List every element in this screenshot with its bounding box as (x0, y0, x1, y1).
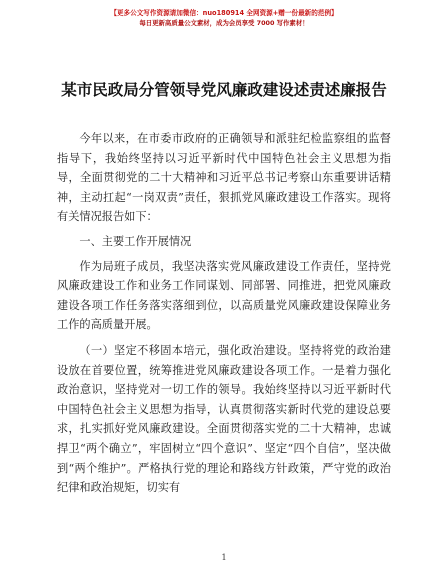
body-paragraph: 作为局班子成员，我坚决落实党风廉政建设工作责任，坚持党风廉政建设工作和业务工作同谋划、同部署、同推进，把党风廉政建设各项工作任务落实落细到位，以高质量党风廉政建设保障业务工作的高质量开展。 (57, 259, 391, 332)
promo-banner (0, 8, 448, 28)
body-paragraph: （一）坚定不移固本培元，强化政治建设。坚持将党的政治建设放在首要位置，统筹推进党风廉政建设各项工作。一是着力强化政治意识，坚持党对一切工作的领导。我始终坚持以习近平新时代中国特色社会主义思想为指导，认真贯彻落实新时代党的建设总要求，扎实抓好党风廉政建设。全面贯彻落实党的二十大精神，忠诚捍卫“两个确立”，牢固树立“四个意识”、坚定“四个自信”，坚决做到“两个维护”。严格执行党的理论和路线方针政策，严守党的政治纪律和政治规矩，切实有 (57, 343, 391, 495)
promo-line-2: 每日更新高质量公文素材，成为会员享受 7000 写作素材！ (139, 19, 309, 27)
promo-line-1: 【更多公文写作资源请加微信：nuo180914 全网资源+赠一份最新的范例】 (110, 9, 338, 17)
section-heading: 一、主要工作开展情况 (79, 234, 192, 248)
page-number: 1 (221, 553, 227, 562)
intro-paragraph: 今年以来，在市委市政府的正确领导和派驻纪检监察组的监督指导下，我始终坚持以习近平新时代中国特色社会主义思想为指导，全面贯彻党的二十大精神和习近平总书记考察山东重要讲话精神，主动扛起“一岗双责”责任，狠抓党风廉政建设工作落实。现将有关情况报告如下： (57, 132, 391, 224)
document-body (57, 129, 391, 498)
document-title: 某市民政局分管领导党风廉政建设述责述廉报告 (61, 81, 387, 99)
